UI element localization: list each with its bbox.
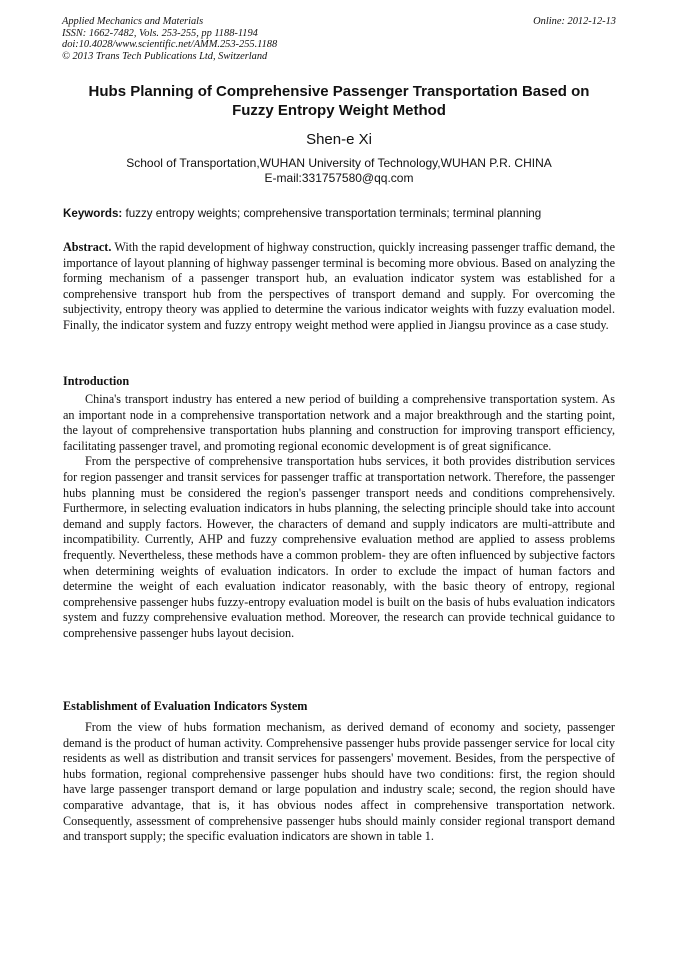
abstract-text: With the rapid development of highway construction, quickly increasing passenger traffic demand, the importance of layout planning of highway passenger terminal is becoming more obvious. Based on analyzing the forming mechanism of a passenger transport hub, an evaluation indicator system was established for a comprehensive transport hub from the perspectives of transport demand and supply. For overcoming the subjectivity, entropy theory was applied to determine the various indicator weights with fuzzy evaluation model. Finally, the indicator system and fuzzy entropy weight method were applied in Jiangsu province as a case study. — [63, 240, 616, 332]
affiliation-block — [40, 156, 638, 186]
title-line-2: Fuzzy Entropy Weight Method — [232, 102, 446, 119]
section-heading-establishment: Establishment of Evaluation Indicators System — [63, 699, 308, 713]
copyright-line: © 2013 Trans Tech Publications Ltd, Switzerland — [62, 50, 268, 62]
issn-line: ISSN: 1662-7482, Vols. 253-255, pp 1188-1194 — [62, 27, 258, 39]
paper-title — [40, 82, 638, 120]
journal-name: Applied Mechanics and Materials — [62, 16, 204, 27]
introduction-body — [63, 392, 615, 642]
affiliation: School of Transportation,WUHAN University of Technology,WUHAN P.R. CHINA — [126, 156, 552, 170]
establishment-paragraph-1: From the view of hubs formation mechanism, as derived demand of economy and society, passenger demand is the product of human activity. Comprehensive passenger hubs provide passenger service for local city residents as well as distribution and transit services for passengers' movement. Besides, from the perspective of hubs formation, regional comprehensive passenger hubs should have two conditions: first, the region should have large passenger transport demand or large population and industry scale; second, the region should have comparative advantage, that is, it has obvious nodes affect in comprehensive transportation network. Consequently, assessment of comprehensive passenger hubs should mainly consider regional transport demand and transport supply; the specific evaluation indicators are shown in table 1. — [63, 720, 615, 844]
abstract — [63, 240, 615, 334]
section-heading-introduction: Introduction — [63, 374, 130, 388]
introduction-paragraph-2: From the perspective of comprehensive transportation hubs services, it both provides distribution services for region passenger and transit services for passenger traffic at transportation network. Therefore, the passenger hubs planning must be considered the region's passenger transport needs and conditions comprehensively. Furthermore, in selecting evaluation indicators in hubs planning, the selecting principle should take into account demand and supply factors. However, the characters of demand and supply indicators are multi-attribute and incompatibility. Currently, AHP and fuzzy comprehensive evaluation method are applied to assess problems frequently. Nevertheless, these methods have a common problem- they are often influenced by subjective factors when determining weights of evaluation indicators. In order to exclude the impact of human factors and determine the weight of each evaluation indicator reasonably, with the basic theory of entropy, regional comprehensive passenger hubs fuzzy-entropy evaluation model is built on the basis of hubs evaluation indicators system and fuzzy comprehensive evaluation method. Moreover, the research can provide technical guidance to comprehensive passenger hubs layout decision. — [63, 454, 615, 640]
introduction-paragraph-1: China's transport industry has entered a new period of building a comprehensive transportation system. As an important node in a comprehensive transportation network and a major breakthrough and the starting point, the layout of comprehensive transportation hubs planning and construction for improving transport efficiency, facilitating passenger travel, and promoting regional economic development is of great significance. — [63, 392, 615, 453]
establishment-body — [63, 720, 615, 845]
abstract-label: Abstract. — [63, 240, 112, 254]
title-line-1: Hubs Planning of Comprehensive Passenger Transportation Based on — [88, 83, 590, 100]
email: E-mail:331757580@qq.com — [264, 171, 414, 185]
doi-line: doi:10.4028/www.scientific.net/AMM.253-255.1188 — [62, 39, 278, 51]
keywords — [63, 206, 623, 221]
keywords-text: fuzzy entropy weights; comprehensive transportation terminals; terminal planning — [125, 207, 542, 220]
journal-header — [62, 16, 616, 62]
online-date: Online: 2012-12-13 — [533, 16, 616, 27]
keywords-label: Keywords: — [63, 207, 123, 220]
author-name: Shen-e Xi — [306, 131, 372, 148]
